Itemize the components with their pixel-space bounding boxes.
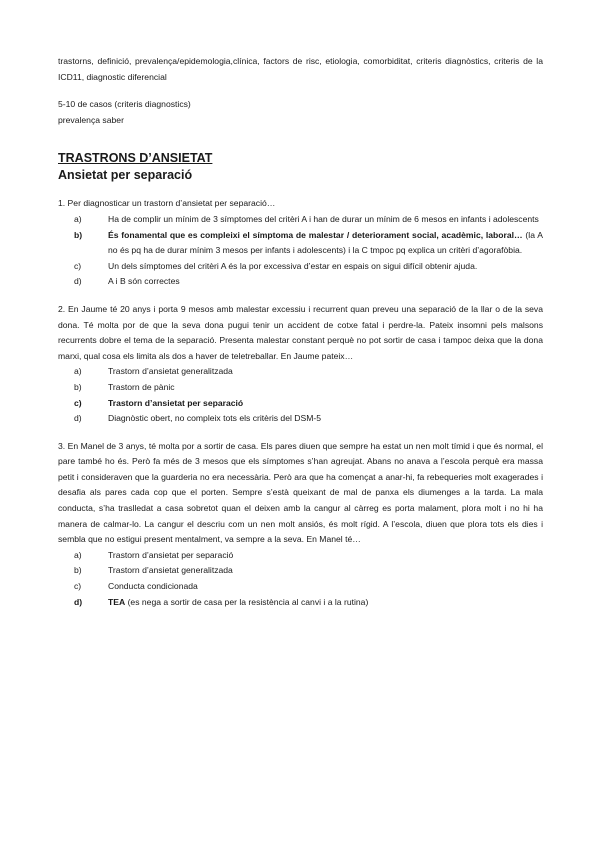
cases-note: 5-10 de casos (criteris diagnostics) — [58, 99, 191, 110]
question-1 — [58, 196, 543, 290]
option-letter: a) — [74, 549, 82, 560]
option-c — [58, 579, 543, 595]
option-letter: c) — [74, 260, 82, 271]
option-text — [108, 595, 543, 611]
question-2 — [58, 302, 543, 427]
topics-line: trastorns, definició, prevalença/epidemologia,clínica, factors de risc, etiologia, comorbiditat, criteris diagnòstics, criteris de la ICD11, diagnostic diferencial — [58, 56, 543, 82]
question-2-stem: 2. En Jaume té 20 anys i porta 9 mesos amb malestar excessiu i recurrent quan preveu una separació de la llar o de la seva dona. Té molta por de que la seva dona pugui tenir un accident de cotxe fatal i perdre-la. Pateix insomni pels malsons recurrents dobre el tema de la separació. Presenta malestar constant perquè no pot sortir de casa i tampoc deixa que la dona marxi, qual cosa els limita als dos a haver de teletreballar. En Jaume pateix… — [58, 303, 543, 361]
section-title: TRASTRONS D’ANSIETAT — [58, 151, 213, 166]
option-letter: b) — [74, 565, 82, 576]
option-note: (es nega a sortir de casa per la resistència al canvi i a la rutina) — [125, 596, 369, 607]
option-c — [58, 259, 543, 275]
option-a — [58, 364, 543, 380]
question-1-options — [58, 212, 543, 290]
option-text: Diagnòstic obert, no compleix tots els critèris del DSM-5 — [108, 413, 322, 424]
option-a — [58, 212, 543, 228]
section-subtitle: Ansietat per separació — [58, 168, 193, 183]
option-text: Trastorn d’ansietat per separació — [108, 397, 244, 408]
option-c — [58, 396, 543, 412]
option-text: Trastorn d’ansietat generalitzada — [108, 366, 233, 377]
option-text: Un dels símptomes del critèri A és la por excessiva d’estar en espais on sigui difícil obtenir ajuda. — [108, 260, 478, 271]
option-text — [108, 228, 543, 259]
option-letter: b) — [74, 381, 82, 392]
option-b — [58, 228, 543, 259]
option-letter: d) — [74, 413, 82, 424]
question-2-options — [58, 364, 543, 426]
question-3-stem: 3. En Manel de 3 anys, té molta por a sortir de casa. Els pares diuen que sempre ha estat un nen molt tímid i que és normal, el pare també ho és. Però fa més de 3 mesos que els símptomes s’han agreujat. Abans no anava a l’escola perquè era massa petit i consideraven que la guarderia no era necessària. Però ara que ha començat a anar-hi, fa rebequeries molt exagerades i desafia als pares cada cop que el porten. Sempre s’està queixant de mal de panxa els diumenges a la tarda. La mala conducta, s’ha traslledat a casa sobretot quan el deixen amb la cangur al càrreg es porta malament, plora molt i no hi ha manera de calmar-lo. La cangur el descriu com un nen molt ansiós, és molt rígid. A l’escola, diuen que plora tots els dies i sembla que no estigui present mentalment, va sempre a la seva. En Manel té… — [58, 440, 543, 545]
option-text: Conducta condicionada — [108, 581, 198, 592]
option-letter: d) — [74, 596, 83, 607]
prevalence-note: prevalença saber — [58, 114, 124, 125]
option-text: Trastorn de pànic — [108, 381, 175, 392]
option-d — [58, 595, 543, 611]
option-text: Trastorn d’ansietat generalitzada — [108, 565, 233, 576]
question-3-options — [58, 548, 543, 610]
option-letter: a) — [74, 366, 82, 377]
option-letter: b) — [74, 229, 83, 240]
option-bold-text: TEA — [108, 596, 126, 607]
option-letter: c) — [74, 397, 82, 408]
option-note: (la A no és pq ha de durar mínim 3 mesos per infants i adolescents) i la C tmpoc pq explica un critèri d’agorafòbia. — [108, 229, 543, 256]
question-1-stem: 1. Per diagnosticar un trastorn d’ansietat per separació… — [58, 198, 276, 209]
option-text: A i B són correctes — [108, 276, 180, 287]
option-letter: a) — [74, 213, 82, 224]
question-3 — [58, 439, 543, 611]
option-d — [58, 411, 543, 427]
document-page — [58, 54, 543, 622]
option-a — [58, 548, 543, 564]
option-letter: c) — [74, 581, 82, 592]
option-b — [58, 380, 543, 396]
option-letter: d) — [74, 276, 82, 287]
option-b — [58, 563, 543, 579]
option-bold-text: És fonamental que es compleixi el símptoma de malestar / deteriorament social, acadèmic, laboral… — [108, 229, 523, 240]
option-text: Ha de complir un mínim de 3 símptomes del critèri A i han de durar un mínim de 6 mesos en infants i adolescents — [108, 213, 539, 224]
option-text: Trastorn d’ansietat per separació — [108, 549, 234, 560]
option-d — [58, 274, 543, 290]
